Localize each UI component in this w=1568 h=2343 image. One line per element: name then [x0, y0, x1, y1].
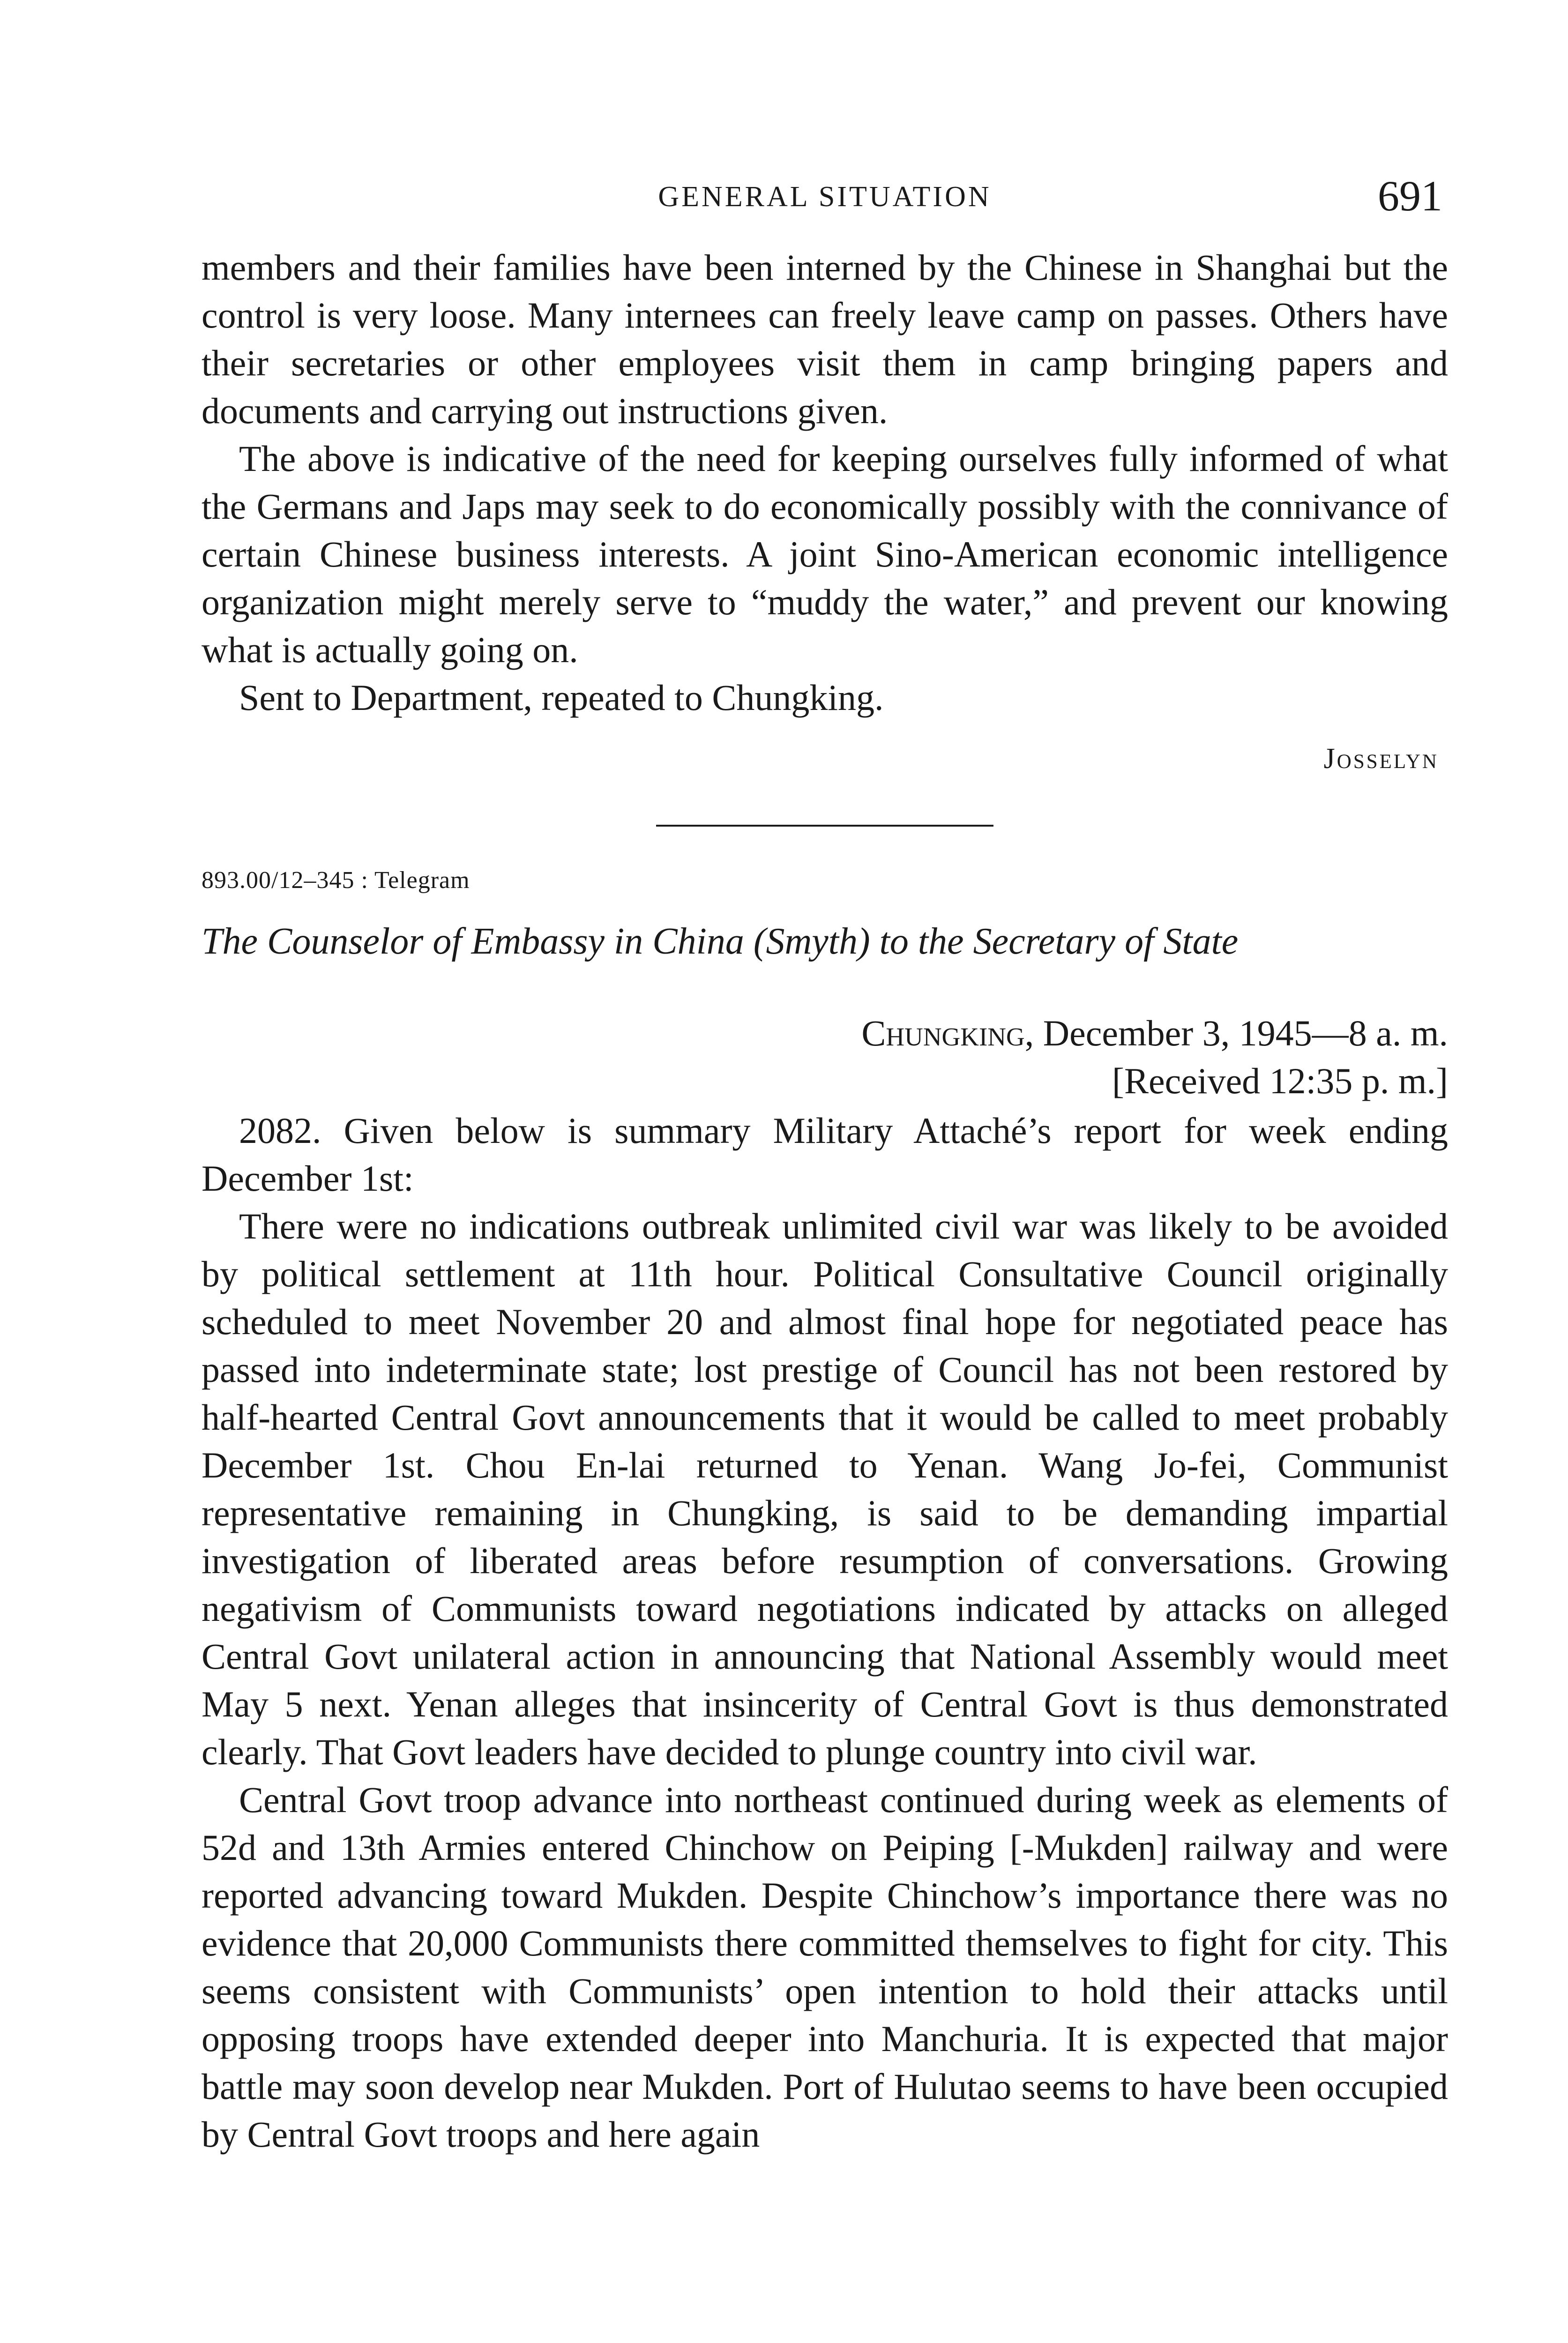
paragraph: Central Govt troop advance into northeast continued during week as elements of 52d and 13th Armies entered Chinchow on Peiping [-Mukden] railway and were reported advancing toward Mukden. Despite Chinchow’s importance there was no evidence that 20,000 Communists there committed themselves to fight for city. This seems consistent with Communists’ open intention to hold their attacks until opposing troops have extended deeper into Manchuria. It is expected that major battle may soon develop near Mukden. Port of Hulutao seems to have been occupied by Central Govt troops and here again — [202, 1779, 1448, 2155]
paragraph: There were no indications outbreak unlimited civil war was likely to be avoided by political settlement at 11th hour. Political Consultative Council originally scheduled to meet November 20 and almost final hope for negotiated peace has passed into indeterminate state; lost prestige of Council has not been restored by half-hearted Central Govt announcements that it would be called to meet probably December 1st. Chou En-lai returned to Yenan. Wang Jo-fei, Communist representative remaining in Chungking, is said to be demanding impartial investigation of liberated areas before resumption of conversations. Growing negativism of Communists toward negotiations indicated by attacks on alleged Central Govt unilateral action in announcing that National Assembly would meet May 5 next. Yenan alleges that insincerity of Central Govt is thus demonstrated clearly. That Govt leaders have decided to plunge country into civil war. — [202, 1206, 1448, 1772]
dateline-date: December 3, 1945—8 a. m. — [1043, 1013, 1448, 1053]
file-reference: 893.00/12–345 : Telegram — [202, 867, 470, 894]
paragraph: Sent to Department, repeated to Chungking. — [239, 677, 884, 718]
body-text — [202, 244, 1448, 2158]
paragraph: 2082. Given below is summary Military Attaché’s report for week ending December 1st: — [202, 1110, 1448, 1199]
running-title: GENERAL SITUATION — [658, 181, 992, 213]
paragraph: The above is indicative of the need for keeping ourselves fully informed of what the Germans and Japs may seek to do economically possibly with the connivance of certain Chinese business interests. A joint Sino-American economic intelligence organization might merely serve to “muddy the water,” and prevent our knowing what is actually going on. — [202, 438, 1448, 670]
signature: Josselyn — [1323, 743, 1439, 775]
page-number: 691 — [1378, 172, 1442, 220]
received-note: [Received 12:35 p. m.] — [1112, 1060, 1448, 1101]
continuation-paragraph: members and their families have been interned by the Chinese in Shanghai but the control is very loose. Many internees can freely leave camp on passes. Others have their secretaries or other employees visit them in camp bringing papers and documents and carrying out instructions given. — [202, 247, 1448, 431]
dateline-place: Chungking, — [861, 1013, 1034, 1053]
running-head — [202, 171, 1448, 223]
document-page — [202, 0, 1448, 2343]
section-divider — [656, 825, 993, 827]
dateline — [202, 1009, 1448, 1057]
document-heading: The Counselor of Embassy in China (Smyth) to the Secretary of State — [202, 921, 1239, 962]
